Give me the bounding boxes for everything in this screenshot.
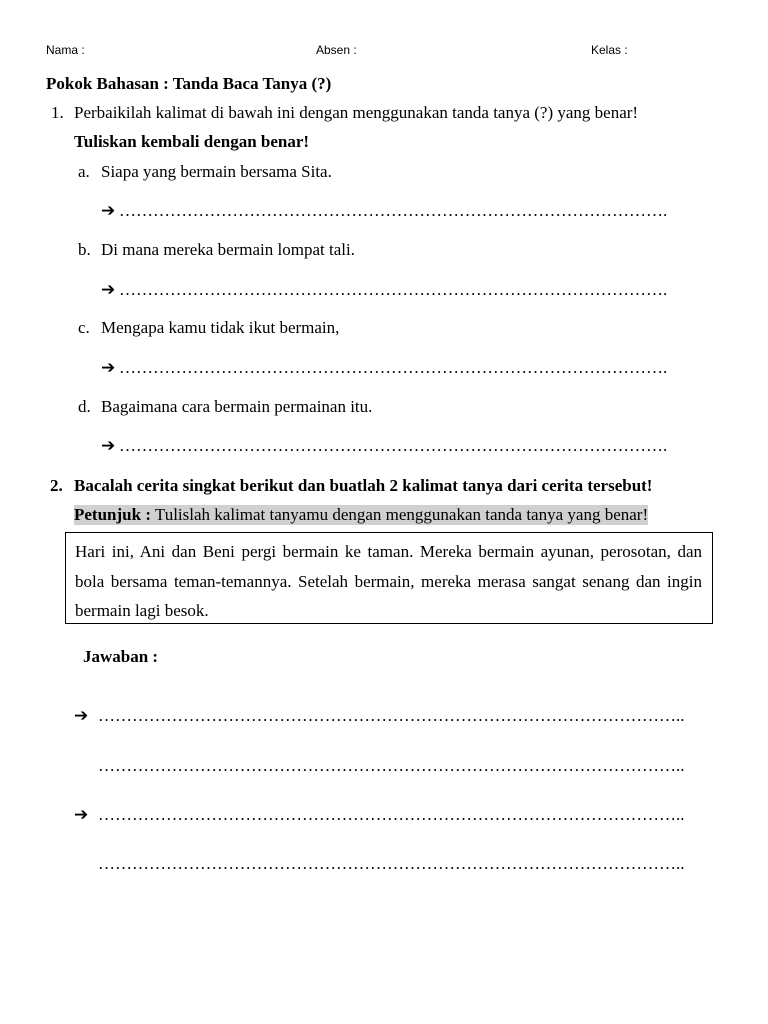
absen-field-label: Absen : xyxy=(316,43,357,57)
answer-2-arrow xyxy=(74,805,92,825)
right-arrow-icon: ➔ xyxy=(101,201,116,221)
item-c-letter: c. xyxy=(78,318,90,337)
question-2-number: 2. xyxy=(50,476,63,495)
name-field-label: Nama : xyxy=(46,43,85,57)
item-a-letter: a. xyxy=(78,162,90,181)
item-a-answer-row xyxy=(101,201,705,221)
item-d-letter: d. xyxy=(78,397,91,416)
item-b-text: Di mana mereka bermain lompat tali. xyxy=(101,240,355,259)
right-arrow-icon: ➔ xyxy=(74,706,89,726)
question-1-instruction: Perbaikilah kalimat di bawah ini dengan menggunakan tanda tanya (?) yang benar! xyxy=(74,103,639,122)
right-arrow-icon: ➔ xyxy=(101,436,116,456)
question-1-number: 1. xyxy=(51,103,64,122)
item-c-answer-row xyxy=(101,358,705,378)
item-d-answer-row xyxy=(101,436,705,456)
item-c-answer-line[interactable]: ……………………………………………………………………………………. xyxy=(119,358,668,377)
right-arrow-icon: ➔ xyxy=(101,358,116,378)
answer-1-line-2[interactable]: ………………………………………………………………………………………….. xyxy=(98,756,685,775)
item-d-text: Bagaimana cara bermain permainan itu. xyxy=(101,397,373,416)
item-a-answer-line[interactable]: ……………………………………………………………………………………. xyxy=(119,201,668,220)
hint-label: Petunjuk : xyxy=(74,505,151,524)
item-b-answer-row xyxy=(101,280,705,300)
item-a-text: Siapa yang bermain bersama Sita. xyxy=(101,162,332,181)
answer-1-arrow xyxy=(74,706,92,726)
item-b-answer-line[interactable]: ……………………………………………………………………………………. xyxy=(119,280,668,299)
answer-label: Jawaban : xyxy=(83,647,159,666)
hint-line xyxy=(74,505,648,525)
item-b-letter: b. xyxy=(78,240,91,259)
answer-1-line-1[interactable]: ………………………………………………………………………………………….. xyxy=(98,706,685,725)
story-text: Hari ini, Ani dan Beni pergi bermain ke taman. Mereka bermain ayunan, perosotan, dan bola bersama teman-temannya. Setelah bermain, mereka merasa sangat senang dan ingin bermain lagi besok. xyxy=(75,542,702,620)
item-d-answer-line[interactable]: ……………………………………………………………………………………. xyxy=(119,436,668,455)
right-arrow-icon: ➔ xyxy=(74,805,89,825)
question-1-subinstruction: Tuliskan kembali dengan benar! xyxy=(74,132,310,151)
question-2-instruction: Bacalah cerita singkat berikut dan buatlah 2 kalimat tanya dari cerita tersebut! xyxy=(74,476,653,495)
story-box xyxy=(65,532,713,624)
answer-2-line-2[interactable]: ………………………………………………………………………………………….. xyxy=(98,854,685,873)
hint-text: Tulislah kalimat tanyamu dengan menggunakan tanda tanya yang benar! xyxy=(150,505,649,524)
item-c-text: Mengapa kamu tidak ikut bermain, xyxy=(101,318,340,337)
answer-2-line-1[interactable]: ………………………………………………………………………………………….. xyxy=(98,805,685,824)
topic-title: Pokok Bahasan : Tanda Baca Tanya (?) xyxy=(46,74,332,93)
right-arrow-icon: ➔ xyxy=(101,280,116,300)
kelas-field-label: Kelas : xyxy=(591,43,628,57)
